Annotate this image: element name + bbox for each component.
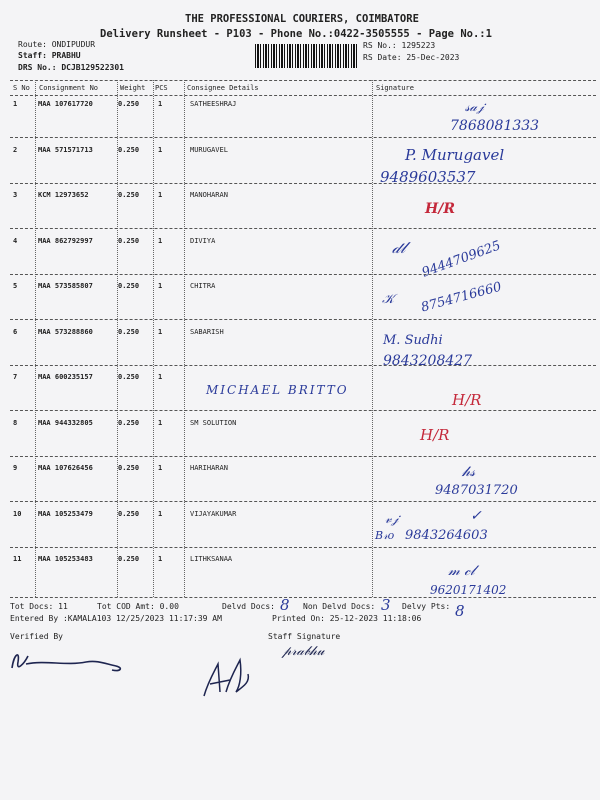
signature-row-5: 𝒦	[382, 292, 395, 307]
row-divider	[10, 547, 596, 548]
col-divider	[153, 80, 154, 597]
table-header-rule	[10, 95, 596, 96]
row-consignee: SATHEESHRAJ	[190, 100, 237, 108]
row-weight: 0.250	[118, 419, 140, 427]
rs-number: RS No.: 1295223	[363, 41, 436, 50]
delvy-pts: Delvy Pts:	[402, 602, 451, 611]
handwritten-mark-3: H/R	[425, 201, 455, 217]
row-consignment-no: MAA 600235157	[38, 373, 93, 381]
row-sno: 11	[13, 555, 22, 563]
signature-row-11: 𝓂 𝒸𝓁	[448, 563, 475, 579]
row-divider	[10, 319, 596, 320]
row-sno: 7	[13, 373, 18, 381]
col-header-weight: Weight	[120, 84, 146, 92]
row-divider	[10, 183, 596, 184]
col-header-pcs: PCS	[155, 84, 168, 92]
tot-docs: Tot Docs: 11	[10, 602, 68, 611]
checkmark-10: ✓	[470, 508, 482, 524]
drs-number: DRS No.: DCJB129522301	[18, 63, 124, 72]
entered-by: Entered By :KAMALA103 12/25/2023 11:17:39 AM	[10, 614, 222, 623]
handwritten-phone-11: 9620171402	[430, 583, 507, 597]
col-divider	[184, 80, 185, 597]
row-sno: 1	[13, 100, 18, 108]
row-sno: 5	[13, 282, 18, 290]
row-consignee: CHITRA	[190, 282, 216, 290]
row-weight: 0.250	[118, 191, 140, 199]
row-weight: 0.250	[118, 328, 140, 336]
row-consignment-no: MAA 105253479	[38, 510, 93, 518]
printed-on: Printed On: 25-12-2023 11:18:06	[272, 614, 422, 623]
row-consignee: LITHKSANAA	[190, 555, 233, 563]
handwritten-phone-2: 9489603537	[380, 168, 476, 186]
row-consignee: VIJAYAKUMAR	[190, 510, 237, 518]
row-consignee: DIVIYA	[190, 237, 216, 245]
row-sno: 6	[13, 328, 18, 336]
tot-cod-amount: Tot COD Amt: 0.00	[97, 602, 179, 611]
row-weight: 0.250	[118, 146, 140, 154]
handwritten-phone-1: 7868081333	[450, 118, 540, 134]
row-weight: 0.250	[118, 237, 140, 245]
row-consignment-no: KCM 12973652	[38, 191, 89, 199]
handwritten-name-6: M. Sudhi	[383, 333, 443, 348]
row-consignment-no: MAA 573288860	[38, 328, 93, 336]
col-divider	[372, 80, 373, 597]
row-sno: 2	[13, 146, 18, 154]
verifier-signature	[6, 642, 136, 678]
row-divider	[10, 456, 596, 457]
row-weight: 0.250	[118, 555, 140, 563]
row-consignment-no: MAA 573585807	[38, 282, 93, 290]
non-delvd-docs: Non Delvd Docs:	[303, 602, 376, 611]
col-header-consignee: Consignee Details	[187, 84, 259, 92]
col-divider	[117, 80, 118, 597]
handwritten-mark-8: H/R	[420, 426, 450, 444]
handwritten-phone-4: 9444709625	[419, 238, 503, 281]
row-sno: 4	[13, 237, 18, 245]
col-divider	[35, 80, 36, 597]
runsheet-title: Delivery Runsheet - P103 - Phone No.:0422-3505555 - Page No.:1	[100, 28, 492, 40]
route-label: Route: ONDIPUDUR	[18, 40, 96, 49]
row-pcs: 1	[158, 282, 163, 290]
row-divider	[10, 501, 596, 502]
initials-signature	[196, 652, 256, 702]
row-sno: 8	[13, 419, 18, 427]
row-consignment-no: MAA 105253483	[38, 555, 93, 563]
row-pcs: 1	[158, 191, 163, 199]
signature-row-10: 𝓋𝒿	[385, 512, 399, 527]
row-pcs: 1	[158, 373, 163, 381]
barcode-image	[255, 44, 357, 68]
handwritten-name-2: P. Murugavel	[405, 146, 505, 164]
row-divider	[10, 365, 596, 366]
col-header-signature: Signature	[376, 84, 414, 92]
row-consignment-no: MAA 944332805	[38, 419, 93, 427]
row-consignee: SABARISH	[190, 328, 224, 336]
row-consignment-no: MAA 107626456	[38, 464, 93, 472]
handwritten-consignee-7: MICHAEL BRITTO	[206, 383, 349, 397]
row-consignment-no: MAA 107617720	[38, 100, 93, 108]
row-consignee: MANOHARAN	[190, 191, 228, 199]
col-header-sno: S No	[13, 84, 30, 92]
handwritten-delvy-pts-count: 8	[455, 602, 465, 620]
row-pcs: 1	[158, 419, 163, 427]
row-sno: 10	[13, 510, 22, 518]
handwritten-mark-7: H/R	[452, 391, 482, 409]
row-pcs: 1	[158, 328, 163, 336]
row-sno: 9	[13, 464, 18, 472]
row-pcs: 1	[158, 555, 163, 563]
delvd-docs: Delvd Docs:	[222, 602, 275, 611]
handwritten-phone-9: 9487031720	[435, 483, 518, 498]
row-weight: 0.250	[118, 100, 140, 108]
row-weight: 0.250	[118, 464, 140, 472]
row-sno: 3	[13, 191, 18, 199]
company-name: THE PROFESSIONAL COURIERS, COIMBATORE	[185, 13, 419, 25]
handwritten-phone-5: 8754716660	[419, 279, 504, 316]
row-divider	[10, 410, 596, 411]
signature-row-9: 𝒽𝓈	[462, 464, 476, 480]
staff-signature-label: Staff Signature	[268, 632, 341, 641]
row-pcs: 1	[158, 237, 163, 245]
row-divider	[10, 137, 596, 138]
table-bottom-rule	[10, 597, 596, 598]
handwritten-phone-6: 9843208427	[383, 353, 473, 369]
row-pcs: 1	[158, 510, 163, 518]
staff-label: Staff: PRABHU	[18, 51, 81, 60]
rs-date: RS Date: 25-Dec-2023	[363, 53, 460, 62]
signature-row-10-extra: 𝐵𝓇𝑜	[375, 529, 395, 542]
handwritten-non-delvd-count: 3	[381, 596, 391, 614]
staff-signature: 𝓅𝓇𝒶𝒷𝒽𝓊	[282, 644, 325, 659]
row-consignee: SM SOLUTION	[190, 419, 237, 427]
row-divider	[10, 274, 596, 275]
signature-row-4: 𝒹𝓁	[392, 238, 406, 257]
row-consignee: MURUGAVEL	[190, 146, 228, 154]
row-pcs: 1	[158, 146, 163, 154]
row-weight: 0.250	[118, 282, 140, 290]
row-consignment-no: MAA 571571713	[38, 146, 93, 154]
table-top-rule	[10, 80, 596, 81]
signature-row-1: 𝓈𝒶𝒿	[465, 100, 485, 115]
row-consignee: HARIHARAN	[190, 464, 228, 472]
verified-by-label: Verified By	[10, 632, 63, 641]
col-header-consignment: Consignment No	[39, 84, 99, 92]
handwritten-delvd-count: 8	[280, 596, 290, 614]
row-weight: 0.250	[118, 510, 140, 518]
row-consignment-no: MAA 862792997	[38, 237, 93, 245]
row-pcs: 1	[158, 100, 163, 108]
row-weight: 0.250	[118, 373, 140, 381]
row-divider	[10, 228, 596, 229]
handwritten-phone-10: 9843264603	[405, 528, 488, 543]
row-pcs: 1	[158, 464, 163, 472]
